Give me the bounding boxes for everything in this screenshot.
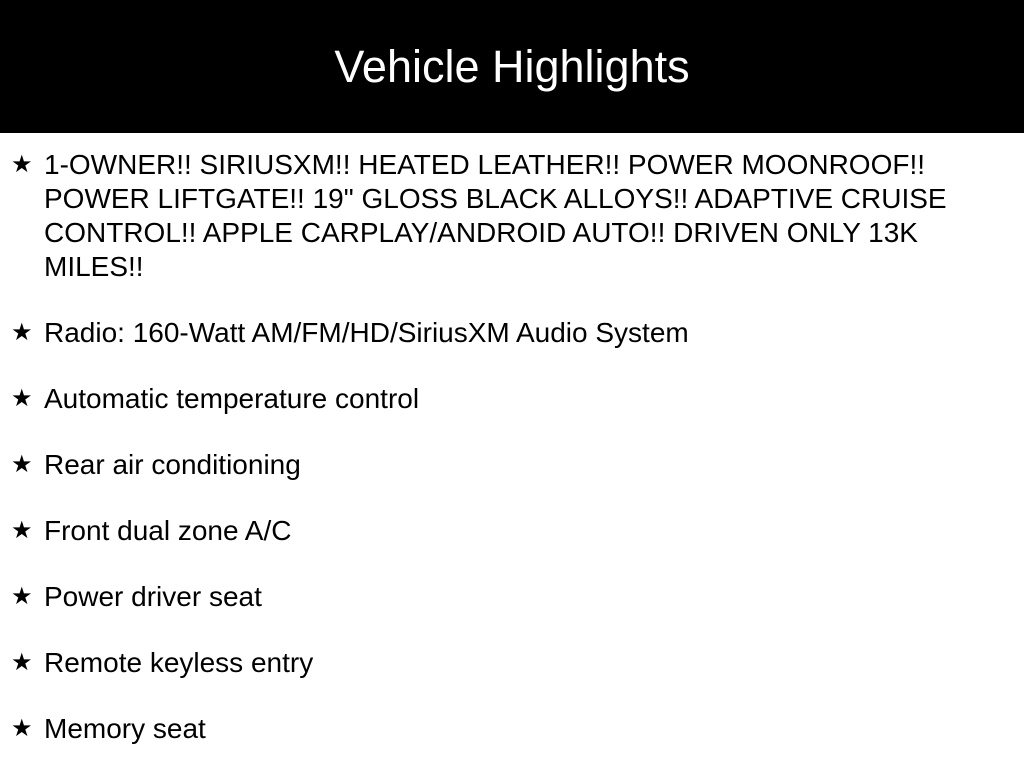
star-bullet-icon: ★ xyxy=(11,319,33,346)
highlight-item-rear-ac xyxy=(0,448,1000,482)
star-bullet-icon: ★ xyxy=(11,583,33,610)
highlight-text: Front dual zone A/C xyxy=(44,515,292,546)
highlights-list xyxy=(0,133,1000,746)
star-bullet-icon: ★ xyxy=(11,385,33,412)
highlight-text: Rear air conditioning xyxy=(44,449,301,480)
highlight-item-radio xyxy=(0,316,1000,350)
highlight-item-owner xyxy=(0,148,1000,284)
highlight-text: Remote keyless entry xyxy=(44,647,314,678)
star-bullet-icon: ★ xyxy=(11,649,33,676)
star-bullet-icon: ★ xyxy=(11,451,33,478)
highlight-item-temperature-control xyxy=(0,382,1000,416)
highlight-item-front-dual-zone-ac xyxy=(0,514,1000,548)
star-bullet-icon: ★ xyxy=(11,151,33,178)
highlight-text: Automatic temperature control xyxy=(44,383,420,414)
highlight-item-remote-keyless-entry xyxy=(0,646,1000,680)
highlight-text: Power driver seat xyxy=(44,581,262,612)
highlight-item-power-driver-seat xyxy=(0,580,1000,614)
highlight-text: Memory seat xyxy=(44,713,206,744)
highlight-item-memory-seat xyxy=(0,712,1000,746)
page-title: Vehicle Highlights xyxy=(334,40,690,92)
slide-header xyxy=(0,0,1024,133)
highlight-text: 1-OWNER!! SIRIUSXM!! HEATED LEATHER!! POWER MOONROOF!! POWER LIFTGATE!! 19" GLOSS BLACK ALLOYS!! ADAPTIVE CRUISE CONTROL!! APPLE CARPLAY/ANDROID AUTO!! DRIVEN ONLY 13K MILES!! xyxy=(44,149,947,282)
highlight-text: Radio: 160-Watt AM/FM/HD/SiriusXM Audio System xyxy=(44,317,689,348)
star-bullet-icon: ★ xyxy=(11,517,33,544)
star-bullet-icon: ★ xyxy=(11,715,33,742)
